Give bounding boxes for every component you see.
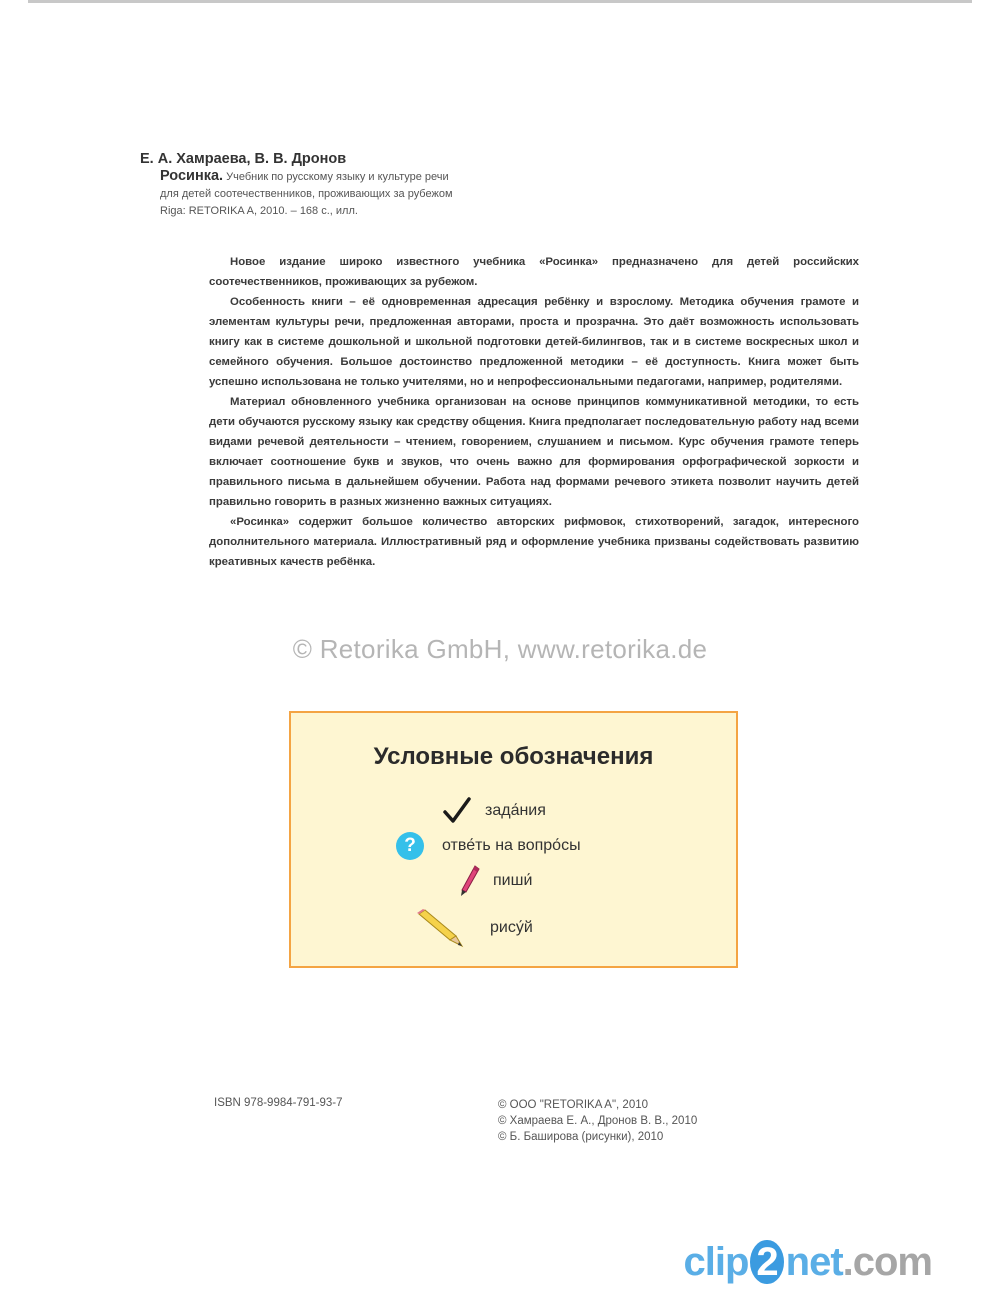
checkmark-icon bbox=[441, 796, 473, 826]
logo-part: .com bbox=[842, 1240, 932, 1284]
annotation-paragraph: «Росинка» содержит большое количество авторских рифмовок, стихотворений, загадок, интересного дополнительного материала. Иллюстративный ряд и оформление учебника призваны содействовать развитию креативных качеств ребёнка. bbox=[209, 516, 859, 568]
book-title-line bbox=[160, 168, 600, 186]
isbn: ISBN 978-9984-791-93-7 bbox=[214, 1097, 343, 1109]
biblio-line-3: Riga: RETORIKA A, 2010. – 168 с., илл. bbox=[160, 205, 358, 217]
legend-item-questions bbox=[396, 831, 581, 861]
pencil-icon bbox=[416, 908, 464, 948]
question-icon: ? bbox=[396, 832, 424, 860]
annotation-paragraph: Материал обновленного учебника организован на основе принципов коммуникативной методики, то есть дети обучаются русскому языку как средству общения. Книга предполагает последовательную работу над всеми видами речевой деятельности – чтением, говорением, слушанием и письмом. Курс обучения грамоте теперь включает соотношение букв и звуков, что очень важно для формирования орфографической зоркости и правильного письма в дальнейшем обучении. Работа над формами речевого этикета позволит научить детей правильно говорить в разных жизненно важных ситуациях. bbox=[209, 396, 859, 508]
annotation bbox=[209, 252, 859, 572]
top-rule bbox=[28, 0, 972, 3]
legend-item-tasks bbox=[441, 796, 546, 826]
copyright-block bbox=[498, 1097, 697, 1145]
annotation-paragraph: Особенность книги – её одновременная адресация ребёнку и взрослому. Методика обучения грамоте и элементам культуры речи, предложенная авторами, проста и прозрачна. Это даёт возможность использовать книгу как в системе дошкольной и школьной подготовки детей-билингвов, так и в системе воскресных школ и семейного обучения. Большое достоинство предложенной методики – её доступность. Книга может быть успешно использована не только учителями, но и непрофессиональными педагогами, например, родителями. bbox=[209, 296, 859, 388]
logo-part: net bbox=[785, 1240, 843, 1284]
legend-label-tasks: зада́ния bbox=[485, 802, 546, 819]
legend-item-write bbox=[457, 863, 532, 899]
logo-part: clip bbox=[683, 1240, 749, 1284]
biblio-line-2: для детей соотечественников, проживающих за рубежом bbox=[160, 188, 453, 200]
legend-label-questions: отве́ть на вопро́сы bbox=[442, 837, 581, 854]
watermark: © Retorika GmbH, www.retorika.de bbox=[292, 634, 708, 664]
legend-item-draw bbox=[416, 907, 533, 949]
legend-label-draw: рису́й bbox=[490, 919, 533, 936]
pen-icon bbox=[457, 864, 481, 898]
biblio-line-1: Учебник по русскому языку и культуре речи bbox=[226, 171, 449, 183]
copyright-line: © Хамраева Е. А., Дронов В. В., 2010 bbox=[498, 1115, 698, 1127]
annotation-paragraph: Новое издание широко известного учебника «Росинка» предназначено для детей российских соотечественников, проживающих за рубежом. bbox=[209, 256, 859, 288]
bibliographic-record bbox=[140, 150, 600, 220]
clip2net-logo bbox=[683, 1240, 932, 1285]
logo-part: 2 bbox=[750, 1240, 783, 1284]
book-title: Росинка. bbox=[160, 168, 224, 184]
authors: Е. А. Хамраева, В. В. Дронов bbox=[140, 151, 347, 167]
legend-label-write: пиши́ bbox=[493, 872, 533, 889]
legend-box bbox=[289, 711, 738, 968]
copyright-line: © Б. Баширова (рисунки), 2010 bbox=[498, 1131, 664, 1143]
copyright-line: © OOO "RETORIKA A", 2010 bbox=[498, 1099, 649, 1111]
legend-title: Условные обозначения bbox=[373, 743, 654, 770]
